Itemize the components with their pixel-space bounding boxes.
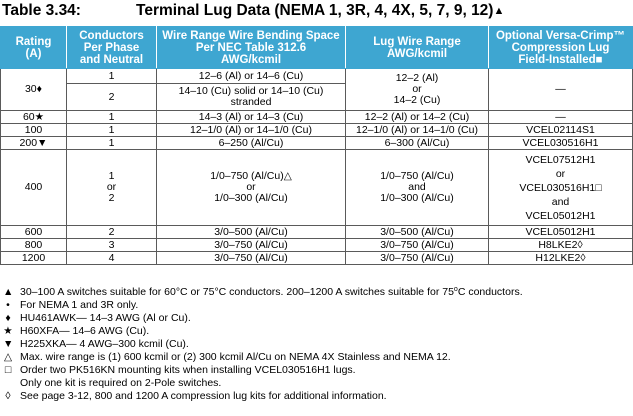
kit-cell: VCEL05012H1 bbox=[489, 226, 633, 239]
conductors-cell: 2 bbox=[67, 226, 157, 239]
table-number: Table 3.34: bbox=[2, 2, 81, 19]
conductors-cell: 1 bbox=[67, 124, 157, 137]
wire-range-cell: 14–3 (Al) or 14–3 (Cu) bbox=[157, 111, 346, 124]
table-row-800a bbox=[1, 239, 633, 252]
lug-range-cell: 12–2 (Al) or 14–2 (Cu) bbox=[346, 69, 489, 111]
lozenge-icon: ◊ bbox=[5, 390, 11, 402]
conductors-cell: 3 bbox=[67, 239, 157, 252]
wire-range-cell: 3/0–750 (Al/Cu) bbox=[157, 239, 346, 252]
lug-range-cell: 3/0–750 (Al/Cu) bbox=[346, 252, 489, 265]
kit-cell: VCEL07512H1 or VCEL030516H1□ and VCEL05012H1 bbox=[489, 150, 633, 226]
lug-range-cell: 6–300 (Al/Cu) bbox=[346, 137, 489, 150]
wire-range-cell: 3/0–500 (Al/Cu) bbox=[157, 226, 346, 239]
star-icon: ★ bbox=[3, 325, 13, 337]
rating-cell: 60★ bbox=[1, 111, 67, 124]
terminal-lug-table bbox=[0, 26, 633, 265]
lug-range-cell: 12–2 (Al) or 14–2 (Cu) bbox=[346, 111, 489, 124]
conductors-cell: 1 or 2 bbox=[67, 150, 157, 226]
kit-cell: H8LKE2◊ bbox=[489, 239, 633, 252]
table-row-400a bbox=[1, 150, 633, 226]
table-row-600a bbox=[1, 226, 633, 239]
table-header-row bbox=[1, 27, 633, 69]
lug-range-cell: 3/0–750 (Al/Cu) bbox=[346, 239, 489, 252]
rating-cell: 600 bbox=[1, 226, 67, 239]
table-row-30a bbox=[1, 69, 633, 84]
wire-range-cell: 3/0–750 (Al/Cu) bbox=[157, 252, 346, 265]
kit-cell: VCEL030516H1 bbox=[489, 137, 633, 150]
table-row-1200a bbox=[1, 252, 633, 265]
rating-cell: 100 bbox=[1, 124, 67, 137]
header-lug-wire-range: Lug Wire Range AWG/kcmil bbox=[346, 27, 489, 69]
lug-range-cell: 3/0–500 (Al/Cu) bbox=[346, 226, 489, 239]
conductors-cell: 2 bbox=[67, 84, 157, 111]
rating-cell: 1200 bbox=[1, 252, 67, 265]
wire-range-cell: 12–6 (Al) or 14–6 (Cu) bbox=[157, 69, 346, 84]
kit-cell: — bbox=[489, 111, 633, 124]
table-row-100a bbox=[1, 124, 633, 137]
lug-range-cell: 12–1/0 (Al) or 14–1/0 (Cu) bbox=[346, 124, 489, 137]
lug-range-cell: 1/0–750 (Al/Cu) and 1/0–300 (Al/Cu) bbox=[346, 150, 489, 226]
bullet-icon: • bbox=[6, 299, 10, 311]
kit-cell: — bbox=[489, 69, 633, 111]
header-rating: Rating (A) bbox=[1, 27, 67, 69]
table-title bbox=[136, 2, 504, 20]
conductors-cell: 1 bbox=[67, 69, 157, 84]
open-square-icon: □ bbox=[4, 364, 12, 376]
wire-range-cell: 6–250 (Al/Cu) bbox=[157, 137, 346, 150]
conductors-cell: 1 bbox=[67, 111, 157, 124]
filled-triangle-icon: ▲ bbox=[3, 286, 14, 298]
rating-cell: 400 bbox=[1, 150, 67, 226]
table-row-60a bbox=[1, 111, 633, 124]
table-title-text: Terminal Lug Data (NEMA 1, 3R, 4, 4X, 5, 7, 9, 12) bbox=[136, 2, 494, 19]
conductors-cell: 4 bbox=[67, 252, 157, 265]
rating-cell: 30♦ bbox=[1, 69, 67, 111]
rating-cell: 200▼ bbox=[1, 137, 67, 150]
wire-range-cell: 1/0–750 (Al/Cu)△ or 1/0–300 (Al/Cu) bbox=[157, 150, 346, 226]
down-triangle-icon: ▼ bbox=[3, 338, 14, 350]
header-conductors: Conductors Per Phase and Neutral bbox=[67, 27, 157, 69]
table-row-200a bbox=[1, 137, 633, 150]
wire-range-cell: 12–1/0 (Al) or 14–1/0 (Cu) bbox=[157, 124, 346, 137]
table-title-bar bbox=[0, 0, 633, 26]
conductors-cell: 1 bbox=[67, 137, 157, 150]
header-optional-kit: Optional Versa-Crimp™ Compression Lug Field-Installed■ bbox=[489, 27, 633, 69]
triangle-note-symbol: ▲ bbox=[493, 5, 505, 17]
kit-cell: VCEL02114S1 bbox=[489, 124, 633, 137]
open-triangle-icon: △ bbox=[3, 351, 13, 363]
diamond-icon: ♦ bbox=[5, 312, 11, 324]
document-page: Table 3.34: Terminal Lug Data (NEMA 1, 3R, 4, 4X, 5, 7, 9, 12)▲ Rating (A) Conductors Per Phase and Neutral Wire Range Wire Bending Space Per NEC Table 312.6 AWG/kcmil Lug Wire Range AWG/kcmil Optional Versa-Crimp™ Compression Lug Field-Installed■ 30♦ 1 12–6 (Al) or 14–6 (Cu) 12–2 (Al) or 14–2 (Cu) — 2 14–10 (Cu) solid or 14–10 (Cu) stranded 60★ 1 14–3 (Al) or 14–3 (Cu) 12–2 (Al) or 14–2 (Cu) — 100 1 12–1/0 (Al) or 14–1/0 (Cu) 12–1/0 (Al) or 14–1/0 (Cu) VCEL02114S1 200▼ 1 6–250 (Al/Cu) 6–300 (Al/Cu) VCEL030516H1 400 1 or 2 1/0–750 (Al/Cu)△ or 1/0–300 (Al/Cu) 1/0–750 (Al/Cu) and 1/0–300 (Al/Cu) VCEL07512H1 or VCEL030516H1□ and VCEL05012H1 600 2 3/0–500 (Al/Cu) 3/0–500 (Al/Cu) VCEL05012H1 800 3 3/0–750 (Al/Cu) 3/0–750 (Al/Cu) H8LKE2◊ 1200 4 3/0–750 (Al/Cu) 3/0–750 (Al/Cu) H12LKE2◊ ▲ 30–100 A switches suitable for 60°C or 75°C conductors. 200–1200 A switches suitable for 75$^o$C conductors. • For NEMA 1 and 3R only. ♦ HU461AWK— 14–3 AWG (Al or Cu). ★ H60XFA— 14–6 AWG (Cu). ▼ H225XKA— 4 AWG–300 kcmil (Cu). △ Max. wire range is (1) 600 kcmil or (2) 300 kcmil Al/Cu on NEMA 4X Stainless and NEMA 12. □ Order two PK516KN mounting kits when installing VCEL030516H1 lugs. Only one kit is required on 2-Pole switches. ◊ See page 3-12, 800 and 1200 A compression lug kits for additional information. bbox=[0, 0, 633, 416]
header-wire-range: Wire Range Wire Bending Space Per NEC Table 312.6 AWG/kcmil bbox=[157, 27, 346, 69]
rating-cell: 800 bbox=[1, 239, 67, 252]
wire-range-cell: 14–10 (Cu) solid or 14–10 (Cu) stranded bbox=[157, 84, 346, 111]
kit-cell: H12LKE2◊ bbox=[489, 252, 633, 265]
